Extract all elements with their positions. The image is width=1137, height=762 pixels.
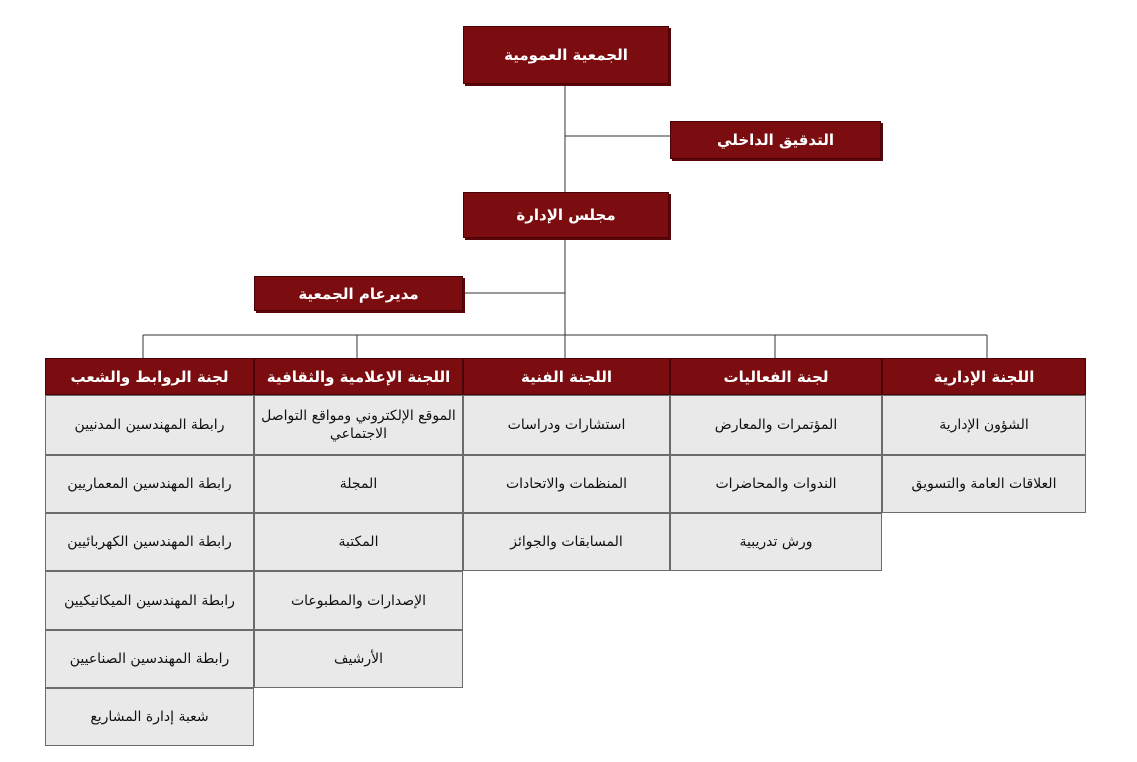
list-item — [254, 455, 463, 513]
item-label: استشارات ودراسات — [507, 417, 626, 433]
committee-header-media-culture — [254, 358, 463, 395]
list-item — [254, 513, 463, 571]
item-label: رابطة المهندسين الكهربائيين — [67, 534, 232, 550]
item-label: الإصدارات والمطبوعات — [290, 592, 427, 609]
general-manager-label: مديرعام الجمعية — [298, 284, 419, 303]
item-label: المكتبة — [338, 534, 379, 550]
list-item — [463, 455, 670, 513]
item-label: المجلة — [339, 476, 378, 492]
item-label: رابطة المهندسين الصناعيين — [69, 651, 230, 667]
item-label: شعبة إدارة المشاريع — [90, 709, 209, 725]
list-item — [670, 513, 882, 571]
list-item — [254, 571, 463, 630]
internal-audit-label: التدقيق الداخلي — [717, 131, 834, 149]
item-label: ورش تدريبية — [739, 534, 813, 550]
list-item — [254, 395, 463, 455]
item-label: رابطة المهندسين المعماريين — [67, 476, 232, 492]
list-item — [45, 455, 254, 513]
item-label: الندوات والمحاضرات — [715, 476, 837, 492]
item-label: رابطة المهندسين المدنيين — [74, 417, 225, 433]
committee-name: لجنة الروابط والشعب — [70, 367, 229, 386]
item-label: الأرشيف — [333, 651, 384, 667]
committee-header-events — [670, 358, 882, 395]
item-label: الموقع الإلكتروني ومواقع التواصل الاجتماعي — [261, 408, 456, 442]
general-assembly-box — [463, 26, 669, 84]
list-item — [463, 513, 670, 571]
general-manager-box — [254, 276, 463, 311]
committee-name: لجنة الفعاليات — [723, 367, 829, 386]
item-label: المنظمات والاتحادات — [505, 476, 628, 492]
list-item — [45, 395, 254, 455]
item-label: المسابقات والجوائز — [510, 534, 623, 550]
internal-audit-box — [670, 121, 881, 159]
committee-header-technical — [463, 358, 670, 395]
item-label: المؤتمرات والمعارض — [714, 417, 838, 433]
board-box — [463, 192, 669, 238]
general-assembly-label: الجمعية العمومية — [504, 46, 628, 64]
list-item — [670, 455, 882, 513]
list-item — [45, 630, 254, 688]
list-item — [882, 455, 1086, 513]
item-label: العلاقات العامة والتسويق — [911, 476, 1057, 492]
item-label: الشؤون الإدارية — [939, 417, 1029, 433]
committee-name: اللجنة الإدارية — [933, 367, 1035, 386]
committee-header-administrative — [882, 358, 1086, 395]
list-item — [882, 395, 1086, 455]
list-item — [670, 395, 882, 455]
committee-header-associations — [45, 358, 254, 395]
item-label: رابطة المهندسين الميكانيكيين — [64, 592, 235, 609]
list-item — [45, 688, 254, 746]
list-item — [45, 513, 254, 571]
list-item — [254, 630, 463, 688]
board-label: مجلس الإدارة — [516, 206, 616, 224]
list-item — [45, 571, 254, 630]
committee-name: اللجنة الفنية — [520, 367, 613, 386]
list-item — [463, 395, 670, 455]
committee-name: اللجنة الإعلامية والثقافية — [266, 367, 451, 386]
